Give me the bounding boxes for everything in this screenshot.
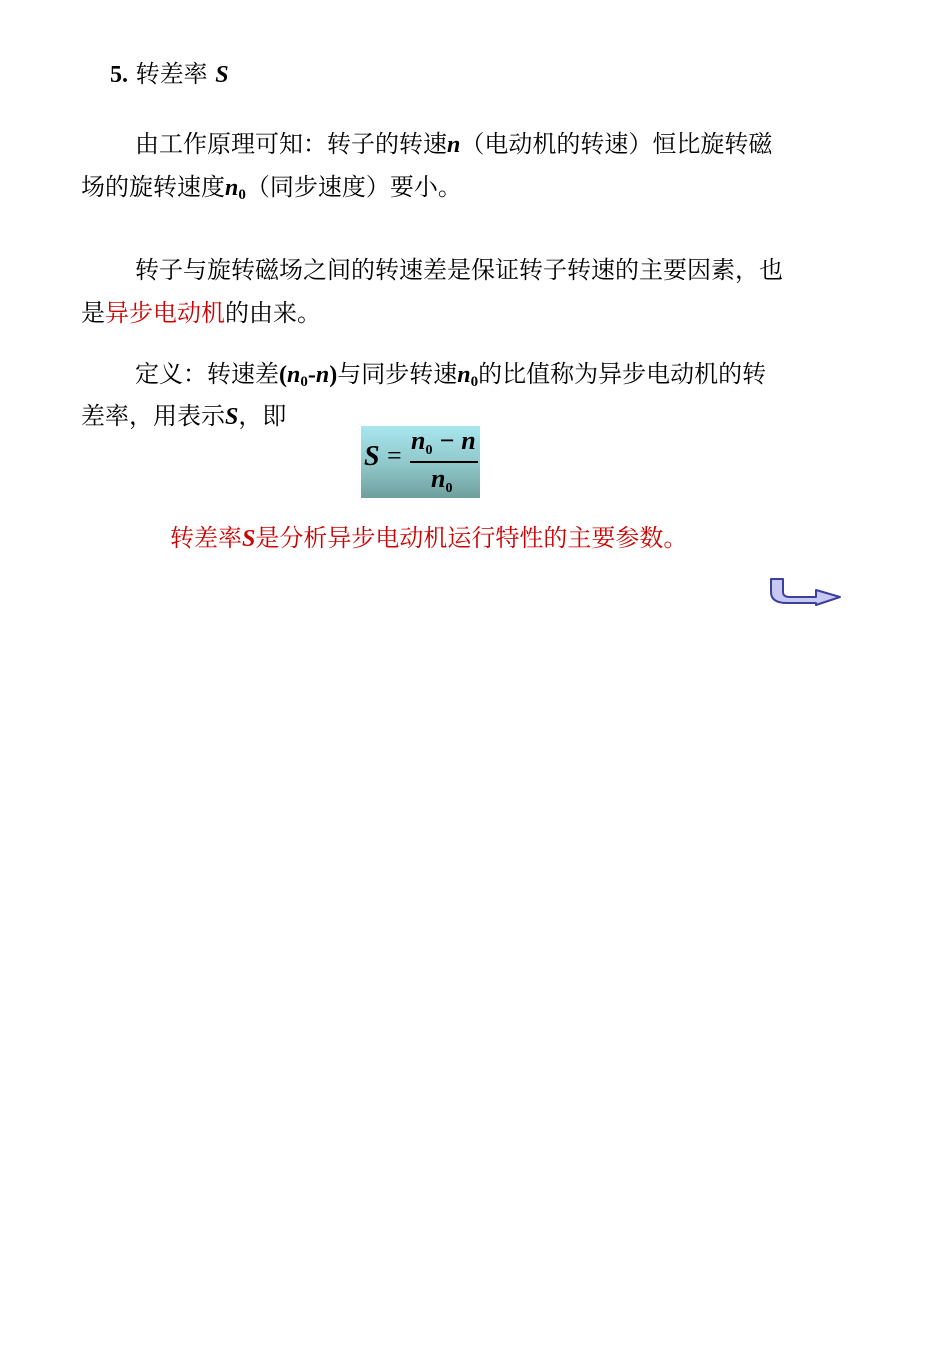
subscript-0: 0 — [238, 187, 246, 203]
return-arrow-icon — [766, 574, 844, 608]
para2-text: 的由来。 — [225, 299, 321, 327]
para3-text: 与同步转速 — [337, 360, 458, 388]
symbol-n: n — [315, 362, 330, 388]
symbol-n0: n — [225, 175, 239, 201]
paren-close: ) — [329, 362, 338, 388]
heading-title: 转差率 — [135, 60, 208, 88]
para3-text: ，即 — [238, 402, 287, 430]
denominator-subscript: 0 — [445, 481, 453, 496]
numerator-rest: − n — [432, 426, 476, 455]
numerator-n: n — [411, 426, 426, 455]
symbol-n0: n — [287, 362, 301, 388]
section-heading — [110, 58, 229, 91]
para3-text: 定义：转速差 — [135, 360, 279, 388]
para1-line1 — [135, 128, 772, 161]
paren-open: ( — [279, 362, 287, 388]
heading-dot: . — [122, 62, 128, 88]
numerator-subscript: 0 — [425, 443, 433, 458]
para2-text: 是 — [81, 299, 105, 327]
minus-sign: - — [307, 362, 316, 388]
para3-line1 — [135, 358, 766, 391]
para1-text: 由工作原理可知：转子的转速 — [135, 130, 447, 158]
return-arrow-button[interactable] — [766, 574, 844, 608]
highlight-async-motor: 异步电动机 — [105, 299, 225, 327]
para2-text: 转子与旋转磁场之间的转速差是保证转子转速的主要因素，也 — [135, 256, 783, 284]
symbol-S: S — [242, 526, 256, 552]
para3-text: 的比值称为异步电动机的转 — [478, 360, 767, 388]
formula-numerator — [411, 426, 476, 456]
para3-line2 — [81, 400, 286, 433]
symbol-S: S — [225, 404, 239, 430]
para1-text: （同步速度）要小。 — [245, 173, 462, 201]
formula-equals: = — [387, 441, 402, 470]
para1-text: （电动机的转速）恒比旋转磁 — [460, 130, 773, 158]
denominator-n: n — [431, 464, 446, 493]
subscript-0: 0 — [470, 374, 479, 390]
conclusion-text: 转差率 — [170, 524, 242, 552]
conclusion-line — [170, 522, 687, 555]
heading-number: 5 — [110, 62, 122, 88]
para2-line2 — [81, 297, 321, 329]
para2-line1 — [135, 254, 783, 286]
fraction-bar — [410, 461, 478, 463]
subscript-0: 0 — [300, 374, 308, 390]
slip-formula — [361, 426, 480, 498]
symbol-n0: n — [457, 362, 471, 388]
formula-denominator — [431, 464, 452, 494]
para1-line2 — [81, 171, 462, 204]
conclusion-text: 是分析异步电动机运行特性的主要参数。 — [255, 524, 688, 552]
para3-text: 差率，用表示 — [81, 402, 225, 430]
heading-symbol: S — [215, 62, 229, 88]
para1-text: 场的旋转速度 — [81, 173, 225, 201]
formula-lhs: S — [364, 441, 380, 472]
symbol-n: n — [447, 132, 461, 158]
